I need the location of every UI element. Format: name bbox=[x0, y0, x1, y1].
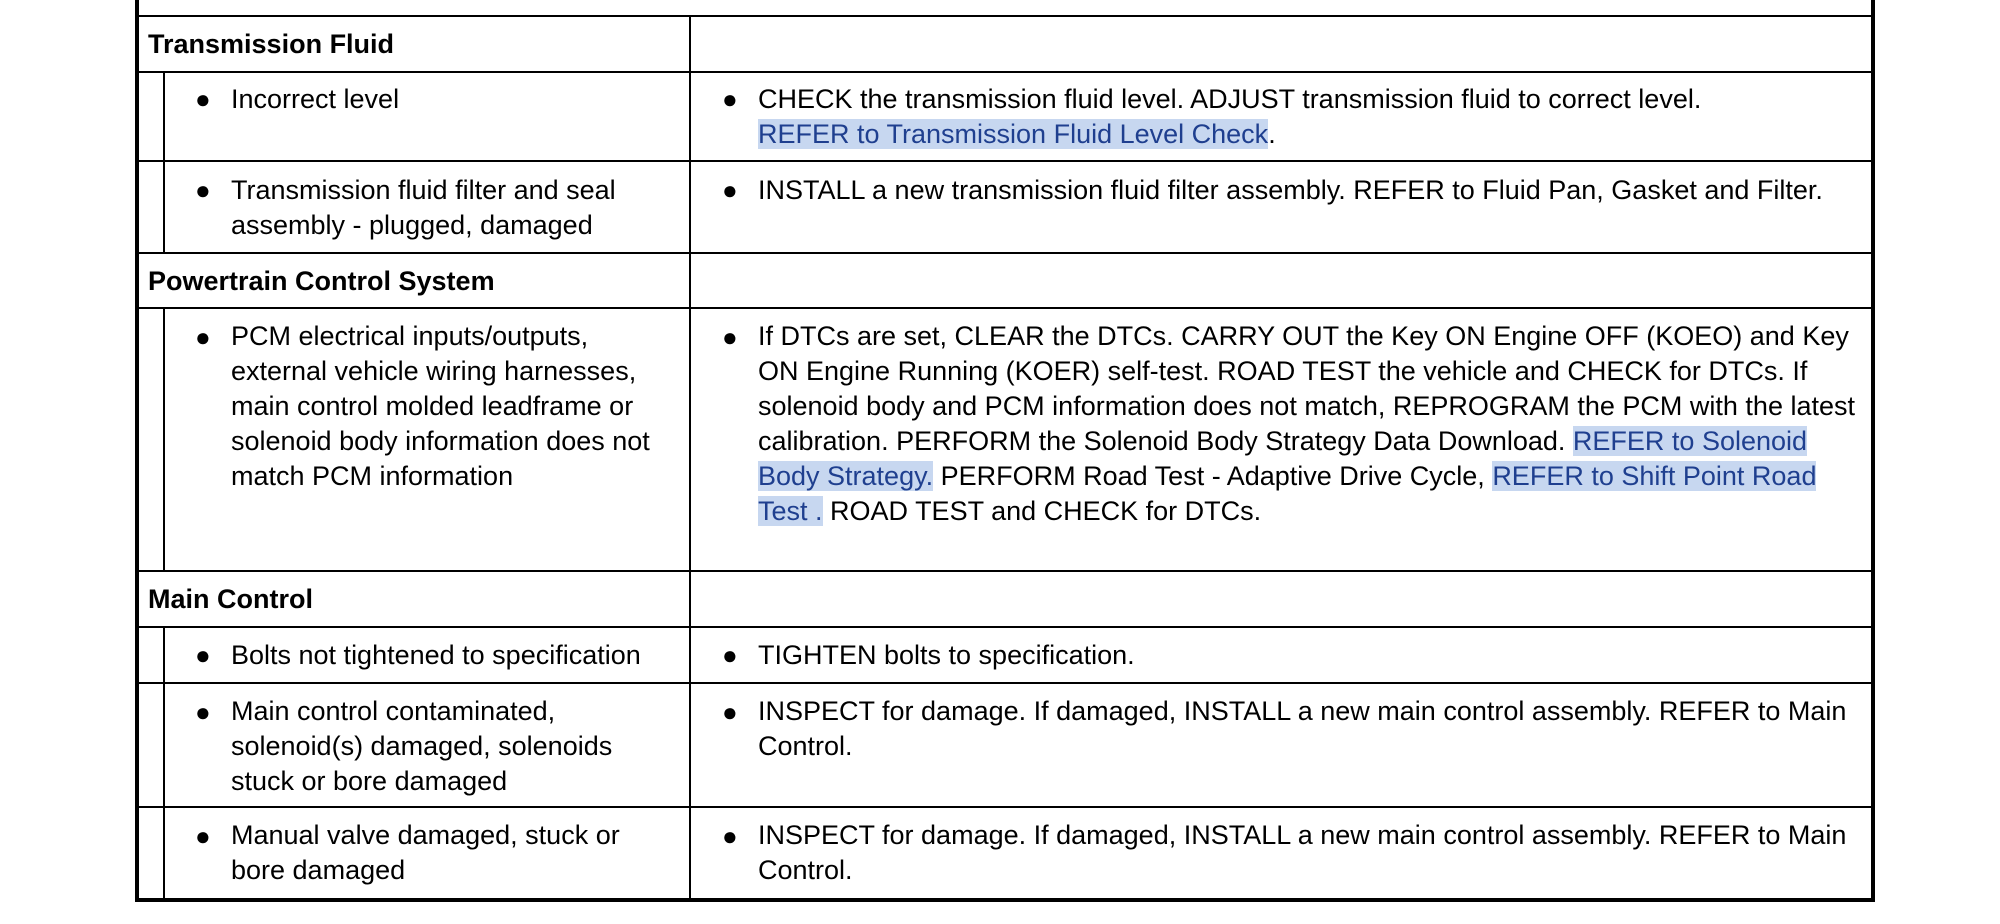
row-divider bbox=[135, 160, 1875, 162]
row-divider bbox=[135, 71, 1875, 73]
refer-link[interactable]: REFER to Solenoid Body Strategy. bbox=[758, 426, 1808, 491]
row-divider bbox=[135, 626, 1875, 628]
indent-line bbox=[163, 307, 165, 570]
column-divider bbox=[689, 15, 691, 902]
refer-link[interactable]: REFER to Transmission Fluid Level Check bbox=[758, 119, 1269, 149]
action-tail: . bbox=[1268, 119, 1276, 149]
bullet-icon: ● bbox=[195, 640, 211, 670]
action-cell bbox=[758, 319, 1858, 529]
action-mid: PERFORM Road Test - Adaptive Drive Cycle, bbox=[940, 461, 1485, 491]
bullet-icon: ● bbox=[722, 175, 738, 205]
action-cell: INSPECT for damage. If damaged, INSTALL a new main control assembly. REFER to Main Control. bbox=[758, 696, 1847, 761]
condition-cell: PCM electrical inputs/outputs, external vehicle wiring harnesses, main control molded leadframe or solenoid body information does not match PCM information bbox=[231, 321, 650, 491]
condition-cell: Manual valve damaged, stuck or bore damaged bbox=[231, 820, 620, 885]
bullet-icon: ● bbox=[195, 84, 211, 114]
bullet-icon: ● bbox=[722, 697, 738, 727]
row-divider bbox=[135, 15, 1875, 17]
condition-cell: Transmission fluid filter and seal assembly - plugged, damaged bbox=[231, 175, 616, 240]
action-tail: ROAD TEST and CHECK for DTCs. bbox=[830, 496, 1262, 526]
bullet-icon: ● bbox=[722, 640, 738, 670]
condition-cell: Main control contaminated, solenoid(s) damaged, solenoids stuck or bore damaged bbox=[231, 696, 613, 796]
bullet-icon: ● bbox=[195, 821, 211, 851]
row-divider bbox=[135, 570, 1875, 572]
bullet-icon: ● bbox=[195, 175, 211, 205]
indent-line bbox=[163, 71, 165, 252]
action-text: If DTCs are set, CLEAR the DTCs. CARRY OUT the Key ON Engine OFF (KOEO) and Key ON Engine Running (KOER) self-test. ROAD TEST the vehicle and CHECK for DTCs. If solenoid body and PCM information does not match, REPROGRAM the PCM with the latest calibration. PERFORM the Solenoid Body Strategy Data Download. bbox=[758, 321, 1855, 456]
action-cell bbox=[758, 82, 1858, 152]
section-title: Powertrain Control System bbox=[148, 266, 495, 296]
condition-cell: Bolts not tightened to specification bbox=[231, 640, 641, 670]
bullet-icon: ● bbox=[722, 821, 738, 851]
action-text: CHECK the transmission fluid level. ADJUST transmission fluid to correct level. bbox=[758, 84, 1702, 114]
section-title: Main Control bbox=[148, 584, 313, 614]
action-cell: TIGHTEN bolts to specification. bbox=[758, 640, 1135, 670]
bullet-icon: ● bbox=[195, 322, 211, 352]
row-divider bbox=[135, 682, 1875, 684]
bullet-icon: ● bbox=[722, 322, 738, 352]
row-divider bbox=[135, 806, 1875, 808]
action-cell: INSPECT for damage. If damaged, INSTALL a new main control assembly. REFER to Main Control. bbox=[758, 820, 1847, 885]
row-divider bbox=[135, 252, 1875, 254]
row-divider bbox=[135, 307, 1875, 309]
section-title: Transmission Fluid bbox=[148, 29, 395, 59]
condition-cell: Incorrect level bbox=[231, 84, 400, 114]
action-cell: INSTALL a new transmission fluid filter assembly. REFER to Fluid Pan, Gasket and Filter. bbox=[758, 175, 1823, 205]
bullet-icon: ● bbox=[195, 697, 211, 727]
bullet-icon: ● bbox=[722, 84, 738, 114]
indent-line bbox=[163, 626, 165, 902]
refer-link[interactable]: REFER to Shift Point Road Test . bbox=[758, 461, 1817, 526]
